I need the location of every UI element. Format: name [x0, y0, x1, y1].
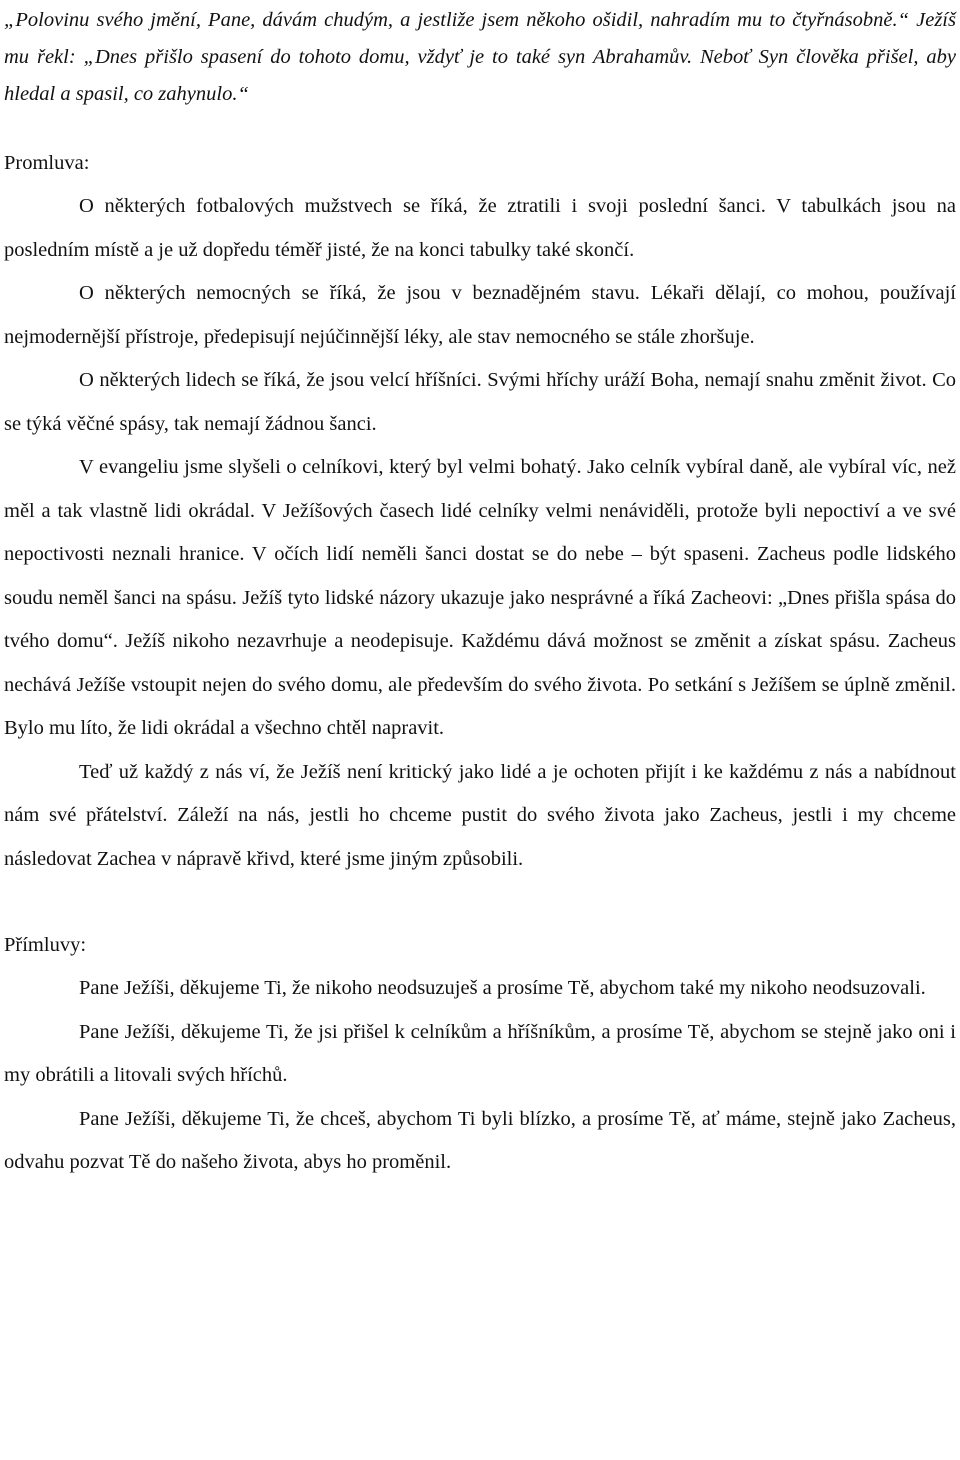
prayer-item: Pane Ježíši, děkujeme Ti, že jsi přišel k celníkům a hříšníkům, a prosíme Tě, abychom se stejně jako oni i my obrátili a litovali svých hříchů. [4, 1020, 956, 1086]
sermon-paragraph: Teď už každý z nás ví, že Ježíš není kritický jako lidé a je ochoten přijít i ke každému z nás a nabídnout nám své přátelství. Záleží na nás, jestli ho chceme pustit do svého života jako Zacheus, jestli i my chceme následovat Zachea v nápravě křivd, které jsme jiným způsobili. [4, 760, 956, 870]
sermon-paragraph: O některých nemocných se říká, že jsou v beznadějném stavu. Lékaři dělají, co mohou, používají nejmodernější přístroje, předepisují nejúčinnější léky, ale stav nemocného se stále zhoršuje. [4, 282, 956, 348]
document-page [4, 0, 956, 1185]
prayer-item: Pane Ježíši, děkujeme Ti, že nikoho neodsuzuješ a prosíme Tě, abychom také my nikoho neodsuzovali. [79, 977, 926, 999]
sermon-paragraph: V evangeliu jsme slyšeli o celníkovi, který byl velmi bohatý. Jako celník vybíral daně, ale vybíral víc, než měl a tak vlastně lidi okrádal. V Ježíšových časech lidé celníky velmi nenáviděli, protože byli nepoctiví a ve své nepoctivosti neznali hranice. V očích lidí neměli šanci dostat se do nebe – být spaseni. Zacheus podle lidského soudu neměl šanci na spásu. Ježíš tyto lidské názory ukazuje jako nesprávné a říká Zacheovi: „Dnes přišla spása do tvého domu“. Ježíš nikoho nezavrhuje a neodepisuje. Každému dává možnost se změnit a získat spásu. Zacheus nechává Ježíše vstoupit nejen do svého domu, ale především do svého života. Po setkání s Ježíšem se úplně změnil. Bylo mu líto, že lidi okrádal a všechno chtěl napravit. [4, 456, 956, 739]
sermon-paragraph: O některých lidech se říká, že jsou velcí hříšníci. Svými hříchy uráží Boha, nemají snahu změnit život. Co se týká věčné spásy, tak nemají žádnou šanci. [4, 369, 956, 435]
prayers-heading: Přímluvy: [4, 934, 87, 956]
sermon-paragraph: O některých fotbalových mužstvech se říká, že ztratili i svoji poslední šanci. V tabulkách jsou na posledním místě a je už dopředu téměř jisté, že na konci tabulky také skončí. [4, 195, 956, 261]
gospel-quote: „Polovinu svého jmění, Pane, dávám chudým, a jestliže jsem někoho ošidil, nahradím mu to čtyřnásobně.“ Ježíš mu řekl: „Dnes přišlo spasení do tohoto domu, vždyť je to také syn Abrahamův. Neboť Syn člověka přišel, aby hledal a spasil, co zahynulo.“ [4, 9, 956, 105]
prayer-item: Pane Ježíši, děkujeme Ti, že chceš, abychom Ti byli blízko, a prosíme Tě, ať máme, stejně jako Zacheus, odvahu pozvat Tě do našeho života, abys ho proměnil. [4, 1107, 956, 1173]
sermon-heading: Promluva: [4, 152, 90, 174]
